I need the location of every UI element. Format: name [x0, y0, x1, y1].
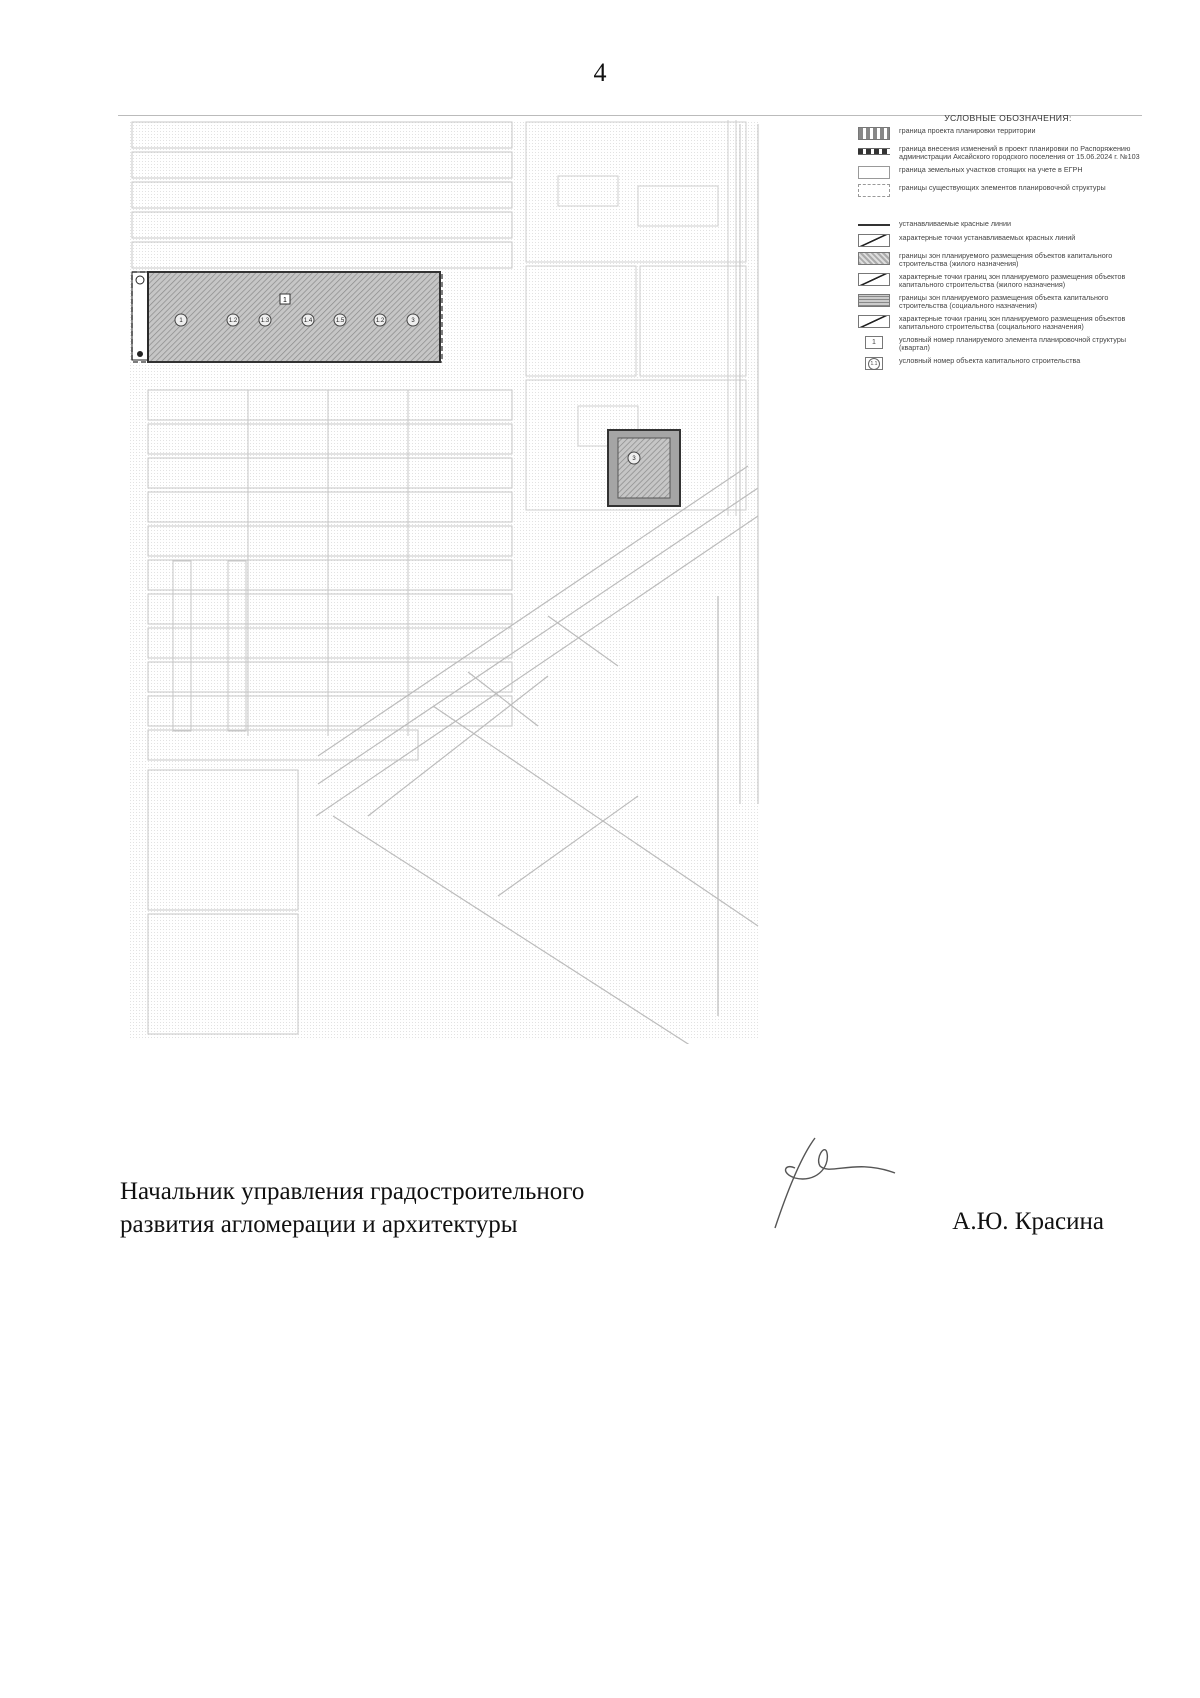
red-line-point-icon: [858, 234, 890, 247]
legend-item: граница проекта планировки территории: [858, 127, 1158, 140]
red-line-icon: [858, 224, 890, 229]
legend: [858, 114, 1158, 375]
block-label-1: 1: [283, 297, 287, 304]
legend-item: 1 условный номер планируемого элемента планировочной структуры (квартал): [858, 336, 1158, 352]
object-number-2: [227, 314, 239, 326]
object-number-8: [628, 452, 640, 464]
legend-item: граница земельных участков стоящих на учете в ЕГРН: [858, 166, 1158, 179]
page-number: 4: [593, 58, 607, 87]
legend-item: граница внесения изменений в проект планировки по Распоряжению администрации Аксайского городского поселения от 15.06.2024 г. №103: [858, 145, 1158, 161]
svg-text:3: 3: [411, 318, 415, 324]
residential-point-icon: [858, 273, 890, 286]
block-number-icon: 1: [865, 336, 883, 349]
handwritten-signature: [755, 1118, 905, 1238]
legend-item: границы зон планируемого размещения объектов капитального строительства (жилого назначения): [858, 252, 1158, 268]
object-number-3: [259, 314, 271, 326]
legend-item: границы зон планируемого размещения объекта капитального строительства (социального назначения): [858, 294, 1158, 310]
social-point-icon: [858, 315, 890, 328]
svg-text:1: 1: [179, 318, 183, 324]
changes-boundary-icon: [858, 148, 890, 155]
elements-boundary-icon: [858, 184, 890, 197]
signer-position: [120, 1175, 584, 1241]
object-number-6: [374, 314, 386, 326]
object-number-4: [302, 314, 314, 326]
position-line-1: Начальник управления градостроительного: [120, 1178, 585, 1205]
block-number-1: [280, 294, 290, 304]
boundary-icon: [858, 127, 890, 140]
social-zone-3: [608, 430, 680, 506]
svg-text:1.5: 1.5: [335, 318, 345, 324]
object-number-7: [407, 314, 419, 326]
position-line-2: развития агломерации и архитектуры: [120, 1211, 518, 1238]
signer-name: А.Ю. Красина: [952, 1208, 1104, 1235]
svg-text:1.4: 1.4: [303, 318, 313, 324]
residential-zone-icon: [858, 252, 890, 265]
legend-item: характерные точки границ зон планируемого размещения объектов капитального строительства (социального назначения): [858, 315, 1158, 331]
svg-text:3: 3: [632, 456, 636, 462]
legend-item: границы существующих элементов планировочной структуры: [858, 184, 1158, 197]
legend-title: УСЛОВНЫЕ ОБОЗНАЧЕНИЯ:: [944, 113, 1072, 123]
object-number-icon: 1.1: [865, 357, 883, 370]
object-number-5: [334, 314, 346, 326]
legend-item: характерные точки устанавливаемых красных линий: [858, 234, 1158, 247]
social-zone-icon: [858, 294, 890, 307]
object-number-1: [175, 314, 187, 326]
legend-item: характерные точки границ зон планируемого размещения объектов капитального строительства (жилого назначения): [858, 273, 1158, 289]
legend-item: 1.1 условный номер объекта капитального строительства: [858, 357, 1158, 370]
parcel-boundary-icon: [858, 166, 890, 179]
legend-item: устанавливаемые красные линии: [858, 220, 1158, 229]
svg-text:1.2: 1.2: [228, 318, 238, 324]
svg-text:1.2: 1.2: [375, 318, 385, 324]
svg-text:1.3: 1.3: [260, 318, 270, 324]
